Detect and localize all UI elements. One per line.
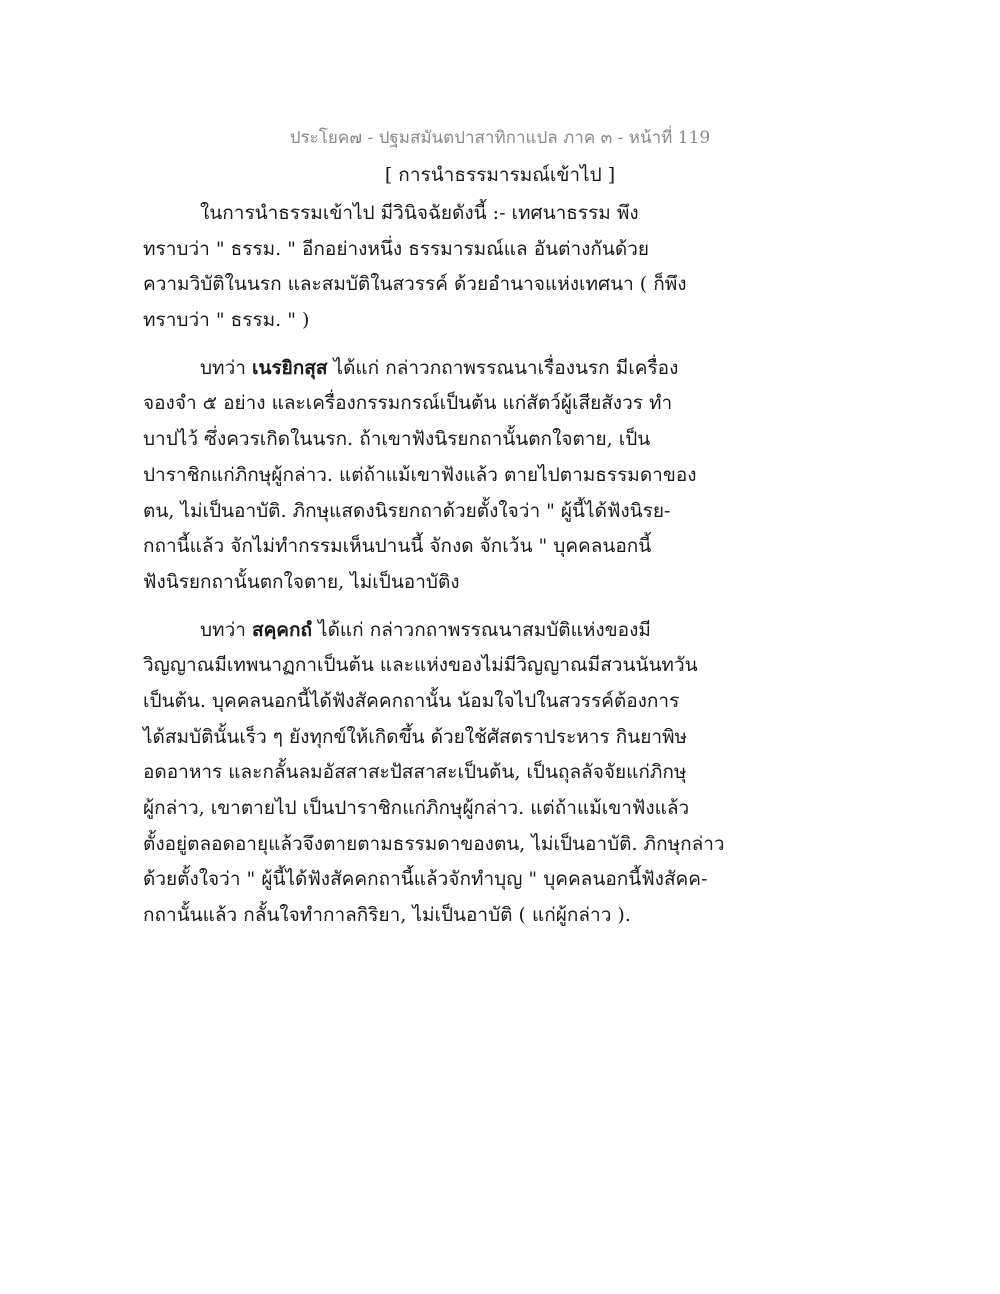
section-title: [ การนำธรรมารมณ์เข้าไป ]: [384, 164, 616, 186]
text-run: บทว่า: [200, 618, 252, 641]
text-line: เป็นต้น. บุคคลนอกนี้ได้ฟังสัคคกถานั้น น้อมใจไปในสวรรค์ต้องการ: [143, 689, 680, 712]
paragraph-dharma-meaning: [143, 196, 723, 339]
text-line: ตน, ไม่เป็นอาบัติ. ภิกษุแสดงนิรยกถาด้วยตั้งใจว่า " ผู้นี้ได้ฟังนิรย-: [143, 499, 671, 522]
text-line: ในการนำธรรมเข้าไป มีวินิจฉัยดังนี้ :- เทศนาธรรม พึง: [200, 202, 639, 224]
text-line: ทราบว่า " ธรรม. " ): [143, 309, 310, 332]
text-line: วิญญาณมีเทพนาฏกาเป็นต้น และแห่งของไม่มีวิญญาณมีสวนนันทวัน: [143, 654, 698, 677]
paragraph-gap: [143, 601, 723, 613]
text-run: บทว่า: [200, 356, 252, 379]
text-line: [143, 613, 723, 649]
text-line: ได้สมบัตินั้นเร็ว ๆ ยังทุกข์ให้เกิดขึ้น ด้วยใช้ศัสตราประหาร กินยาพิษ: [143, 725, 688, 748]
text-run: ได้แก่ กล่าวกถาพรรณนาเรื่องนรก มีเครื่อง: [327, 356, 679, 379]
text-run: ได้แก่ กล่าวกถาพรรณนาสมบัติแห่งของมี: [312, 618, 651, 641]
text-line: อดอาหาร และกลั้นลมอัสสาสะปัสสาสะเป็นต้น, เป็นถุลลัจจัยแก่ภิกษุ: [143, 761, 687, 784]
paragraph-gap: [143, 339, 723, 351]
running-head: ประโยค๗ - ปฐมสมันตปาสาทิกาแปล ภาค ๓ - หน้าที่ 119: [289, 128, 711, 148]
pali-term: สคฺคกถํ: [251, 618, 312, 641]
text-line: กถานี้แล้ว จักไม่ทำกรรมเห็นปานนี้ จักงด จักเว้น " บุคคลนอกนี้: [143, 535, 652, 558]
body-text: [143, 196, 723, 934]
text-line: ด้วยตั้งใจว่า " ผู้นี้ได้ฟังสัคคกถานี้แล้วจักทำบุญ " บุคคลนอกนี้ฟังสัคค-: [143, 868, 708, 891]
text-line: กถานั้นแล้ว กลั้นใจทำกาลกิริยา, ไม่เป็นอาบัติ ( แก่ผู้กล่าว ).: [143, 904, 631, 927]
pali-term: เนรยิกสุส: [251, 356, 328, 379]
text-line: จองจำ ๕ อย่าง และเครื่องกรรมกรณ์เป็นต้น แก่สัตว์ผู้เสียสังวร ทำ: [143, 392, 673, 415]
text-line: ฟังนิรยกถานั้นตกใจตาย, ไม่เป็นอาบัติง: [143, 570, 460, 593]
text-line: ปาราชิกแก่ภิกษุผู้กล่าว. แต่ถ้าแม้เขาฟังแล้ว ตายไปตามธรรมดาของ: [143, 463, 697, 486]
text-line: ผู้กล่าว, เขาตายไป เป็นปาราชิกแก่ภิกษุผู้กล่าว. แต่ถ้าแม้เขาฟังแล้ว: [143, 797, 690, 819]
text-line: ทราบว่า " ธรรม. " อีกอย่างหนึ่ง ธรรมารมณ์แล อันต่างกันด้วย: [143, 237, 650, 260]
text-line: ความวิบัติในนรก และสมบัติในสวรรค์ ด้วยอำนาจแห่งเทศนา ( ก็พึง: [143, 273, 687, 296]
paragraph-heaven-talk: [143, 613, 723, 934]
text-line: ตั้งอยู่ตลอดอายุแล้วจึงตายตามธรรมดาของตน, ไม่เป็นอาบัติ. ภิกษุกล่าว: [143, 832, 725, 855]
text-line: บาปไว้ ซึ่งควรเกิดในนรก. ถ้าเขาฟังนิรยกถานั้นตกใจตาย, เป็น: [143, 428, 651, 451]
paragraph-hell-talk: [143, 351, 723, 601]
text-line: [143, 351, 723, 387]
